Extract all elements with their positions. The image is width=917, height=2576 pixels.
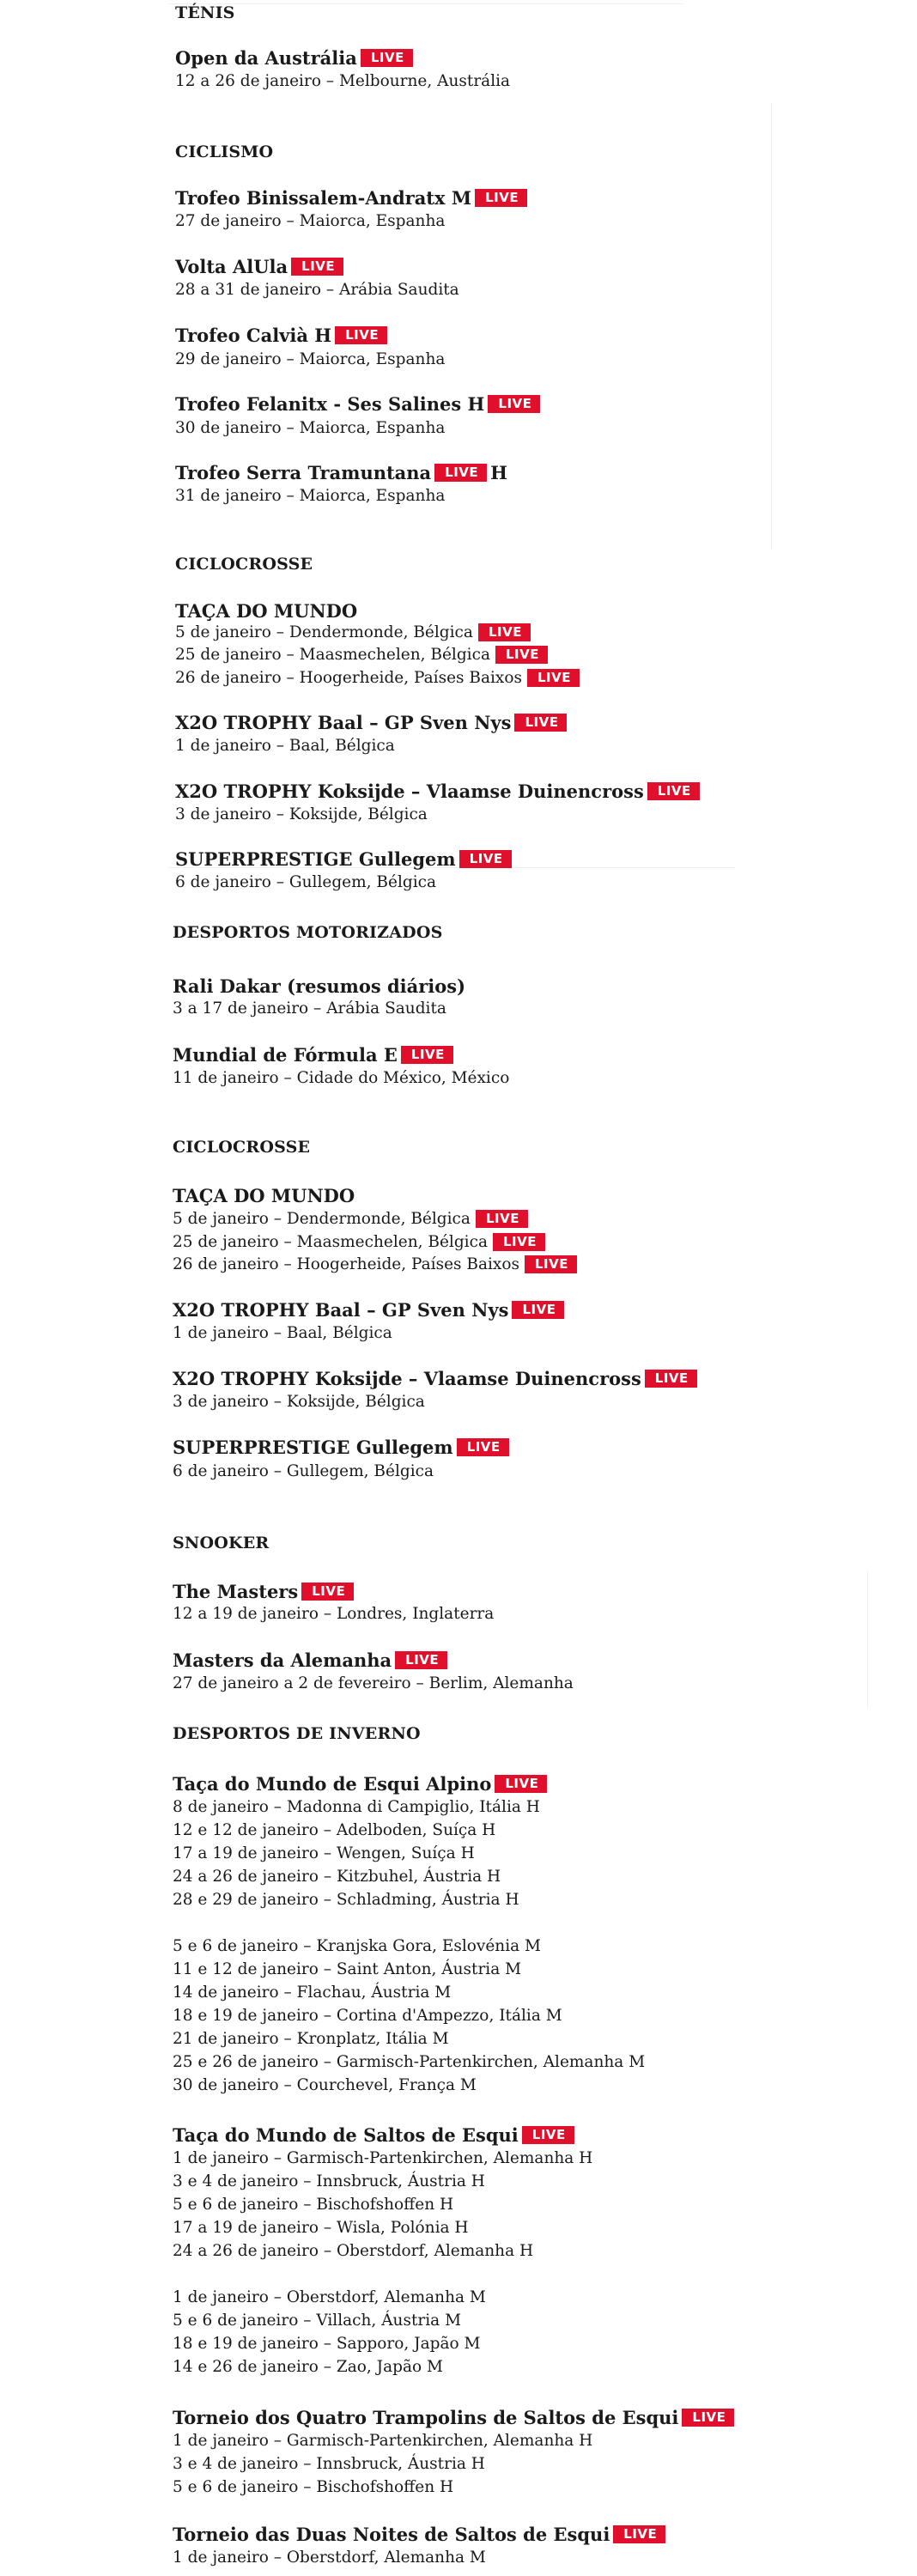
live-badge: LIVE — [478, 623, 531, 641]
event-date-location — [173, 1984, 451, 2002]
date-location-text: 8 de janeiro – Madonna di Campiglio, Itália H — [173, 1798, 540, 1816]
event-name: Torneio dos Quatro Trampolins de Saltos de Esqui — [173, 2407, 679, 2428]
event-name: X2O TROPHY Koksijde – Vlaamse Duinencross — [175, 781, 644, 802]
date-location-text: 3 de janeiro – Koksijde, Bélgica — [173, 1393, 425, 1411]
date-location-text: 6 de janeiro – Gullegem, Bélgica — [175, 873, 437, 891]
event-title — [175, 712, 567, 733]
event-date-location — [173, 2053, 645, 2071]
date-location-text: 28 e 29 de janeiro – Schladming, Áustria H — [173, 1891, 519, 1909]
date-location-text: 26 de janeiro – Hoogerheide, Países Baixos — [175, 669, 522, 687]
event-title — [173, 2124, 574, 2146]
event-title — [175, 600, 357, 622]
date-location-text: 3 de janeiro – Koksijde, Bélgica — [175, 805, 428, 823]
live-badge: LIVE — [361, 49, 413, 67]
date-location-text: 27 de janeiro – Maiorca, Espanha — [175, 212, 446, 230]
date-location-text: 28 a 31 de janeiro – Arábia Saudita — [175, 281, 459, 299]
event-name: Trofeo Binissalem-Andratx M — [175, 187, 472, 209]
live-badge: LIVE — [434, 464, 487, 482]
event-date-location — [175, 623, 531, 641]
date-location-text: 1 de janeiro – Oberstdorf, Alemanha M — [173, 2549, 486, 2567]
event-name: Torneio das Duas Noites de Saltos de Esqui — [173, 2524, 610, 2545]
live-badge: LIVE — [647, 782, 700, 800]
event-name: Trofeo Felanitx - Ses Salines H — [175, 393, 485, 415]
event-name: TAÇA DO MUNDO — [173, 1185, 355, 1206]
date-location-text: 25 de janeiro – Maasmechelen, Bélgica — [175, 646, 490, 664]
event-name: Mundial de Fórmula E — [173, 1044, 398, 1066]
event-date-location — [173, 2288, 486, 2306]
event-name: X2O TROPHY Baal – GP Sven Nys — [175, 712, 512, 733]
event-title — [175, 187, 527, 209]
live-badge: LIVE — [495, 1775, 547, 1793]
event-name: SUPERPRESTIGE Gullegem — [173, 1437, 453, 1458]
live-badge: LIVE — [457, 1438, 509, 1456]
date-location-text: 5 de janeiro – Dendermonde, Bélgica — [175, 623, 473, 641]
live-badge: LIVE — [525, 1255, 577, 1273]
event-date-location — [175, 873, 436, 891]
event-date-location — [173, 2335, 480, 2353]
event-date-location — [175, 669, 580, 687]
event-date-location — [173, 2478, 453, 2496]
date-location-text: 5 e 6 de janeiro – Bischofshoffen H — [173, 2478, 454, 2496]
event-date-location — [173, 2432, 592, 2450]
event-title — [175, 848, 512, 870]
event-date-location — [173, 2312, 461, 2330]
event-date-location — [175, 350, 445, 368]
event-date-location — [173, 2455, 485, 2473]
event-date-location — [173, 1674, 574, 1692]
date-location-text: 3 e 4 de janeiro – Innsbruck, Áustria H — [173, 2455, 485, 2473]
event-name: Rali Dakar (resumos diários) — [173, 975, 466, 997]
date-location-text: 5 e 6 de janeiro – Kranjska Gora, Eslovénia M — [173, 1937, 541, 1955]
event-date-location — [173, 2172, 485, 2190]
date-location-text: 30 de janeiro – Maiorca, Espanha — [175, 419, 446, 437]
event-date-location — [173, 1233, 545, 1251]
live-badge: LIVE — [488, 395, 540, 413]
event-title — [173, 1185, 355, 1206]
event-date-location — [175, 281, 459, 299]
event-date-location — [173, 2030, 449, 2048]
event-date-location — [173, 2549, 486, 2567]
live-badge: LIVE — [459, 850, 512, 868]
event-date-location — [173, 1324, 392, 1342]
event-date-location — [173, 2076, 477, 2094]
date-location-text: 14 e 26 de janeiro – Zao, Japão M — [173, 2358, 443, 2376]
date-location-text: 25 de janeiro – Maasmechelen, Bélgica — [173, 1233, 488, 1251]
event-name: SUPERPRESTIGE Gullegem — [175, 848, 456, 870]
date-location-text: 12 a 26 de janeiro – Melbourne, Austrália — [175, 72, 511, 90]
live-badge: LIVE — [522, 2126, 574, 2144]
event-title — [173, 1649, 447, 1671]
section-heading: DESPORTOS MOTORIZADOS — [173, 923, 443, 942]
event-date-location — [173, 2007, 562, 2025]
section-heading: TÉNIS — [175, 3, 235, 22]
event-date-location — [173, 2219, 469, 2237]
live-badge: LIVE — [512, 1301, 564, 1319]
date-location-text: 14 de janeiro – Flachau, Áustria M — [173, 1984, 452, 2002]
event-title — [175, 47, 413, 69]
live-badge: LIVE — [335, 326, 387, 344]
date-location-text: 31 de janeiro – Maiorca, Espanha — [175, 487, 446, 505]
event-date-location — [175, 646, 548, 664]
date-location-text: 1 de janeiro – Baal, Bélgica — [175, 737, 395, 755]
event-title — [173, 1437, 509, 1458]
event-date-location — [175, 419, 445, 437]
date-location-text: 1 de janeiro – Garmisch-Partenkirchen, Alemanha H — [173, 2149, 593, 2167]
event-name: Taça do Mundo de Saltos de Esqui — [173, 2124, 519, 2146]
event-date-location — [175, 737, 395, 755]
event-date-location — [173, 1605, 494, 1623]
date-location-text: 24 a 26 de janeiro – Oberstdorf, Alemanha H — [173, 2242, 534, 2260]
date-location-text: 3 a 17 de janeiro – Arábia Saudita — [173, 999, 446, 1018]
event-date-location — [173, 1393, 425, 1411]
live-badge: LIVE — [301, 1583, 354, 1601]
section-heading: DESPORTOS DE INVERNO — [173, 1724, 421, 1743]
event-name: X2O TROPHY Baal – GP Sven Nys — [173, 1299, 509, 1321]
date-location-text: 5 de janeiro – Dendermonde, Bélgica — [173, 1210, 471, 1228]
date-location-text: 18 e 19 de janeiro – Sapporo, Japão M — [173, 2335, 481, 2353]
event-name: TAÇA DO MUNDO — [175, 600, 358, 622]
live-badge: LIVE — [475, 189, 527, 207]
event-name: Open da Austrália — [175, 47, 357, 69]
event-date-location — [175, 72, 510, 90]
event-title — [173, 1044, 453, 1066]
date-location-text: 26 de janeiro – Hoogerheide, Países Baixos — [173, 1255, 519, 1273]
event-name: Trofeo Calvià H — [175, 325, 332, 346]
event-title — [175, 393, 540, 415]
date-location-text: 11 de janeiro – Cidade do México, México — [173, 1069, 510, 1087]
date-location-text: 21 de janeiro – Kronplatz, Itália M — [173, 2030, 449, 2048]
live-badge: LIVE — [476, 1210, 528, 1228]
event-title — [173, 2407, 734, 2428]
date-location-text: 12 e 12 de janeiro – Adelboden, Suíça H — [173, 1821, 496, 1839]
date-location-text: 12 a 19 de janeiro – Londres, Inglaterra — [173, 1605, 495, 1623]
event-date-location — [173, 1891, 519, 1909]
live-badge: LIVE — [613, 2525, 665, 2543]
live-badge: LIVE — [291, 258, 343, 276]
event-date-location — [173, 1462, 434, 1480]
event-date-location — [173, 1821, 495, 1839]
date-location-text: 3 e 4 de janeiro – Innsbruck, Áustria H — [173, 2172, 485, 2190]
live-badge: LIVE — [495, 646, 548, 664]
live-badge: LIVE — [395, 1651, 447, 1669]
section-heading: CICLOCROSSE — [175, 555, 313, 574]
event-date-location — [173, 1868, 501, 1886]
event-date-location — [173, 999, 446, 1018]
date-location-text: 1 de janeiro – Garmisch-Partenkirchen, Alemanha H — [173, 2432, 593, 2450]
event-date-location — [173, 2242, 533, 2260]
live-badge: LIVE — [645, 1370, 697, 1388]
date-location-text: 5 e 6 de janeiro – Villach, Áustria M — [173, 2312, 462, 2330]
event-title — [173, 975, 465, 997]
section-heading: CICLOCROSSE — [173, 1138, 311, 1157]
event-date-location — [173, 1069, 509, 1087]
event-title — [173, 1581, 354, 1602]
event-date-location — [173, 1960, 521, 1978]
event-name: Masters da Alemanha — [173, 1649, 392, 1671]
date-location-text: 30 de janeiro – Courchevel, França M — [173, 2076, 477, 2094]
date-location-text: 27 de janeiro a 2 de fevereiro – Berlim, Alemanha — [173, 1674, 574, 1692]
event-title — [175, 462, 507, 483]
event-name: Taça do Mundo de Esqui Alpino — [173, 1773, 492, 1795]
event-date-location — [173, 2196, 453, 2214]
event-name: The Masters — [173, 1581, 299, 1602]
date-location-text: 17 a 19 de janeiro – Wengen, Suíça H — [173, 1844, 475, 1862]
section-heading: CICLISMO — [175, 143, 274, 161]
event-title — [175, 256, 343, 277]
event-date-location — [175, 487, 445, 505]
event-name: X2O TROPHY Koksijde – Vlaamse Duinencross — [173, 1368, 641, 1389]
date-location-text: 29 de janeiro – Maiorca, Espanha — [175, 350, 446, 368]
date-location-text: 18 e 19 de janeiro – Cortina d'Ampezzo, Itália M — [173, 2007, 562, 2025]
live-badge: LIVE — [514, 714, 567, 732]
event-date-location — [173, 1210, 528, 1228]
date-location-text: 11 e 12 de janeiro – Saint Anton, Áustria M — [173, 1960, 522, 1978]
event-date-location — [173, 1798, 540, 1816]
event-date-location — [173, 2358, 443, 2376]
event-name: Trofeo Serra Tramuntana — [175, 462, 432, 483]
event-date-location — [175, 212, 445, 230]
live-badge: LIVE — [493, 1233, 545, 1251]
date-location-text: 5 e 6 de janeiro – Bischofshoffen H — [173, 2196, 454, 2214]
event-date-location — [175, 805, 428, 823]
section-heading: SNOOKER — [173, 1534, 270, 1552]
live-badge: LIVE — [682, 2409, 734, 2427]
event-date-location — [173, 2149, 592, 2167]
event-title — [173, 1773, 547, 1795]
date-location-text: 25 e 26 de janeiro – Garmisch-Partenkirchen, Alemanha M — [173, 2053, 646, 2071]
event-title — [173, 2524, 665, 2545]
date-location-text: 17 a 19 de janeiro – Wisla, Polónia H — [173, 2219, 469, 2237]
date-location-text: 1 de janeiro – Baal, Bélgica — [173, 1324, 392, 1342]
date-location-text: 24 a 26 de janeiro – Kitzbuhel, Áustria H — [173, 1868, 501, 1886]
event-title — [173, 1368, 697, 1389]
event-title — [173, 1299, 564, 1321]
date-location-text: 6 de janeiro – Gullegem, Bélgica — [173, 1462, 434, 1480]
event-date-location — [173, 1255, 577, 1273]
event-title — [175, 781, 700, 802]
event-suffix: H — [490, 462, 508, 483]
event-date-location — [173, 1844, 475, 1862]
live-badge: LIVE — [527, 669, 580, 687]
event-date-location — [173, 1937, 541, 1955]
date-location-text: 1 de janeiro – Oberstdorf, Alemanha M — [173, 2288, 486, 2306]
event-name: Volta AlUla — [175, 256, 288, 277]
event-title — [175, 325, 387, 346]
live-badge: LIVE — [401, 1046, 453, 1064]
